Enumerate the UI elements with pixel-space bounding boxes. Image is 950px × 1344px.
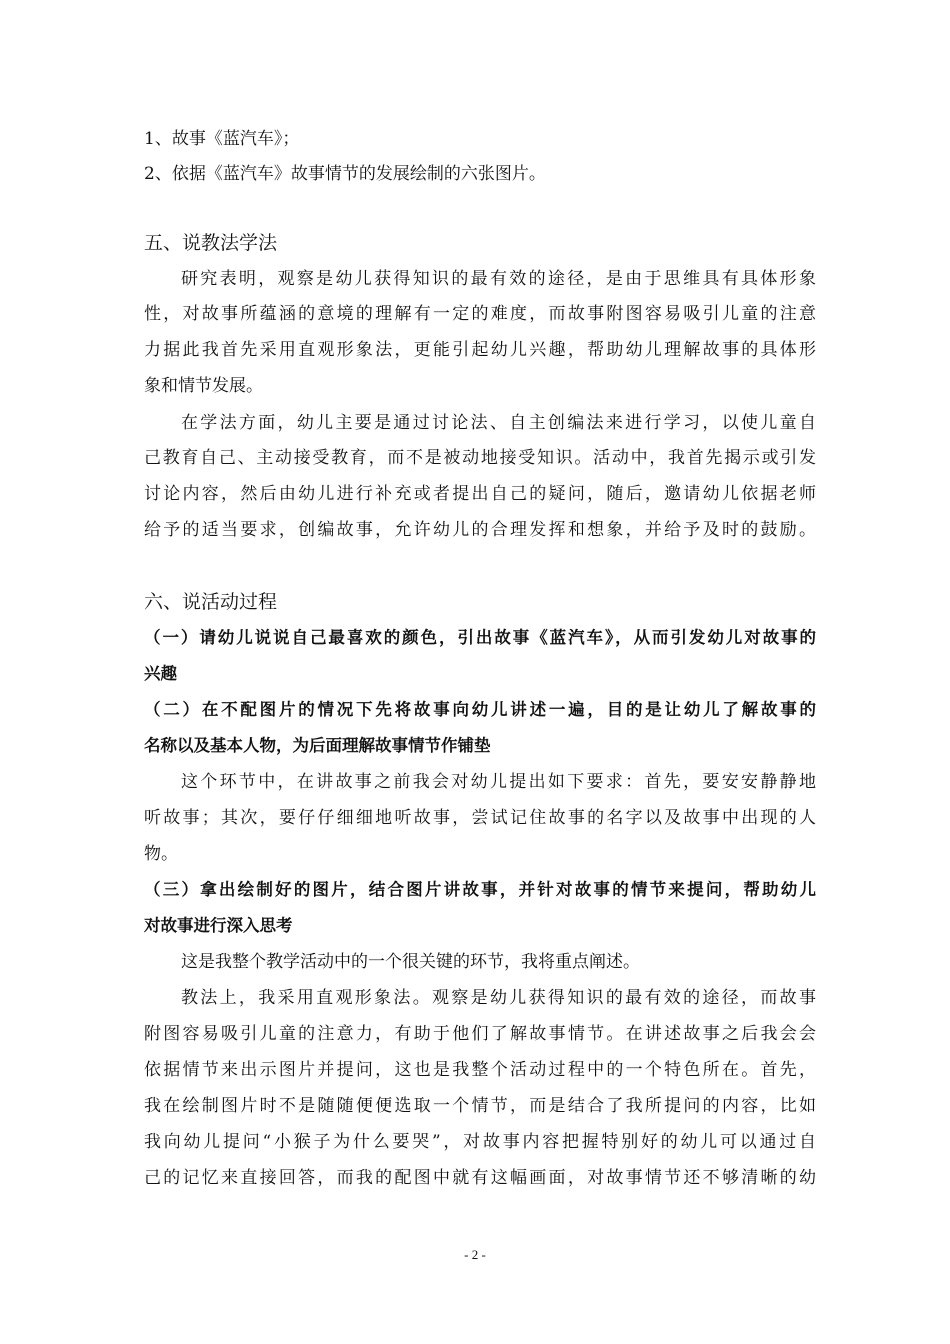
step-3-para-2-line: 依据情节来出示图片并提问，这也是我整个活动过程中的一个特色所在。首先， [144,1060,816,1080]
step-1-title-line: （一）请幼儿说说自己最喜欢的颜色，引出故事《蓝汽车》，从而引发幼儿对故事的 [144,628,816,647]
materials-item-1: 1、故事《蓝汽车》； [144,129,300,149]
step-3-title-line: （三）拿出绘制好的图片，结合图片讲故事，并针对故事的情节来提问，帮助幼儿 [144,880,816,899]
step-3-title-line: 对故事进行深入思考 [144,916,293,935]
step-3-para-1-line: 这是我整个教学活动中的一个很关键的环节，我将重点阐述。 [181,952,640,972]
section-5-heading: 五、说教法学法 [144,232,278,254]
section-5-para-1-line: 性，对故事所蕴涵的意境的理解有一定的难度，而故事附图容易吸引儿童的注意 [144,304,816,324]
step-3-para-2-line: 己的记忆来直接回答，而我的配图中就有这幅画面，对故事情节还不够清晰的幼 [144,1168,816,1188]
page-number: - 2 - [464,1247,486,1262]
step-3-para-2-line: 教法上，我采用直观形象法。观察是幼儿获得知识的最有效的途径，而故事 [181,988,816,1008]
section-6-heading: 六、说活动过程 [144,591,278,613]
step-2-para-line: 听故事；其次，要仔仔细细地听故事，尝试记住故事的名字以及故事中出现的人 [144,808,816,828]
materials-item-2: 2、依据《蓝汽车》故事情节的发展绘制的六张图片。 [144,164,546,184]
step-2-title-line: （二）在不配图片的情况下先将故事向幼儿讲述一遍，目的是让幼儿了解故事的 [144,700,816,719]
section-5-para-2-line: 在学法方面，幼儿主要是通过讨论法、自主创编法来进行学习，以使儿童自 [181,413,816,433]
section-5-para-1-line: 力据此我首先采用直观形象法，更能引起幼儿兴趣，帮助幼儿理解故事的具体形 [144,340,816,360]
section-5-para-2-line: 己教育自己、主动接受教育，而不是被动地接受知识。活动中，我首先揭示或引发 [144,448,816,468]
step-2-para-line: 物。 [144,844,178,864]
section-5-para-2-line: 讨论内容，然后由幼儿进行补充或者提出自己的疑问，随后，邀请幼儿依据老师 [144,484,816,504]
step-3-para-2-line: 我在绘制图片时不是随随便便选取一个情节，而是结合了我所提问的内容，比如 [144,1096,816,1116]
section-5-para-1-line: 研究表明，观察是幼儿获得知识的最有效的途径，是由于思维具有具体形象 [181,269,816,289]
step-3-para-2-line: 附图容易吸引儿童的注意力，有助于他们了解故事情节。在讲述故事之后我会会 [144,1024,816,1044]
step-1-title-line: 兴趣 [144,664,177,683]
step-2-title-line: 名称以及基本人物，为后面理解故事情节作铺垫 [144,736,491,755]
step-3-para-2-line: 我向幼儿提问“小猴子为什么要哭”，对故事内容把握特别好的幼儿可以通过自 [144,1132,816,1152]
step-2-para-line: 这个环节中，在讲故事之前我会对幼儿提出如下要求：首先，要安安静静地 [181,772,816,792]
section-5-para-1-line: 象和情节发展。 [144,376,263,396]
section-5-para-2-line: 给予的适当要求，创编故事，允许幼儿的合理发挥和想象，并给予及时的鼓励。 [144,520,816,540]
